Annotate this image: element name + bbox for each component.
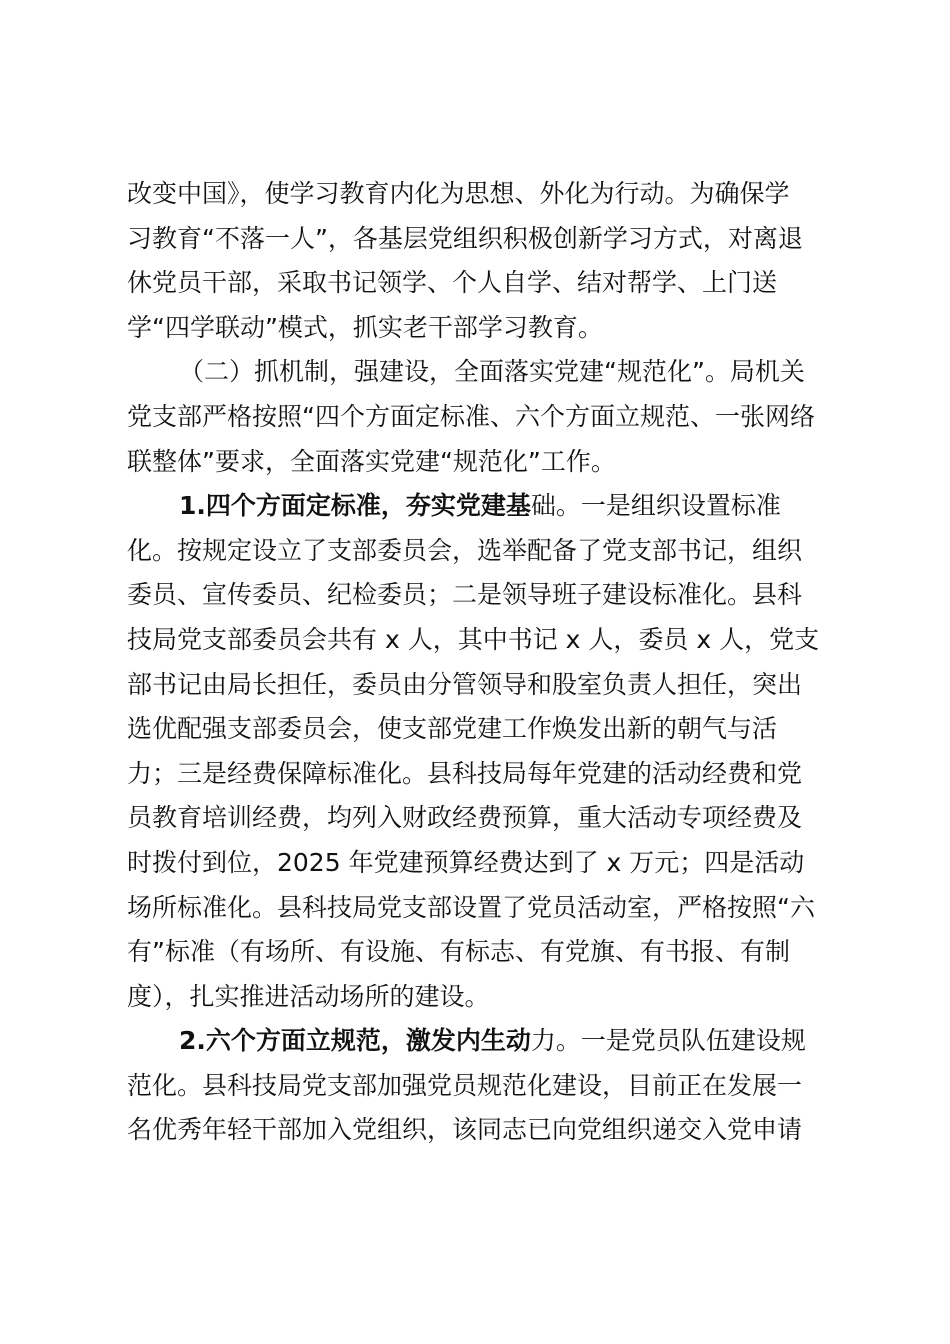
text-line: 化。按规定设立了支部委员会，选举配备了党支部书记，组织 — [127, 535, 803, 565]
text-line: 技局党支部委员会共有 x 人，其中书记 x 人，委员 x 人，党支 — [127, 624, 820, 654]
heading-line — [127, 484, 827, 529]
section-heading: 1.四个方面定标准，夯实党建基 — [179, 491, 531, 521]
paragraph-1 — [127, 172, 827, 350]
text-line: 习教育“不落一人”，各基层党组织积极创新学习方式，对离退 — [127, 223, 803, 253]
text-line: 委员、宣传委员、纪检委员；二是领导班子建设标准化。县科 — [127, 580, 803, 610]
section-heading: 2.六个方面立规范，激发内生动 — [179, 1026, 531, 1056]
text-line: 范化。县科技局党支部加强党员规范化建设，目前正在发展一 — [127, 1070, 803, 1100]
text-line: 选优配强支部委员会，使支部党建工作焕发出新的朝气与活 — [127, 714, 778, 744]
text-line: 名优秀年轻干部加入党组织，该同志已向党组织递交入党申请 — [127, 1115, 803, 1145]
heading-continuation: 础。一是组织设置标准 — [530, 491, 781, 521]
text-line: 度），扎实推进活动场所的建设。 — [127, 981, 490, 1011]
text-line: 场所标准化。县科技局党支部设置了党员活动室，严格按照“六 — [127, 892, 815, 922]
text-line: （二）抓机制，强建设，全面落实党建“规范化”。局机关 — [179, 357, 805, 387]
text-line: 有”标准（有场所、有设施、有标志、有党旗、有书报、有制 — [127, 937, 790, 967]
text-line: 联整体”要求，全面落实党建“规范化”工作。 — [127, 446, 616, 476]
text-line: 力；三是经费保障标准化。县科技局每年党建的活动经费和党 — [127, 758, 803, 788]
document-body — [127, 172, 827, 1153]
text-line: 部书记由局长担任，委员由分管领导和股室负责人担任，突出 — [127, 669, 803, 699]
text-line: 学“四学联动”模式，抓实老干部学习教育。 — [127, 312, 603, 342]
text-line: 休党员干部，采取书记领学、个人自学、结对帮学、上门送 — [127, 268, 778, 298]
text-line: 改变中国》，使学习教育内化为思想、外化为行动。为确保学 — [127, 179, 790, 208]
paragraph-3 — [127, 484, 827, 1019]
text-line: 党支部严格按照“四个方面定标准、六个方面立规范、一张网络 — [127, 401, 815, 431]
paragraph-2 — [127, 350, 827, 484]
heading-continuation: 力。一是党员队伍建设规 — [530, 1026, 806, 1056]
text-line: 员教育培训经费，均列入财政经费预算，重大活动专项经费及 — [127, 803, 803, 833]
heading-line — [127, 1019, 827, 1064]
paragraph-4 — [127, 1019, 827, 1153]
text-line: 时拨付到位，2025 年党建预算经费达到了 x 万元；四是活动 — [127, 847, 805, 877]
